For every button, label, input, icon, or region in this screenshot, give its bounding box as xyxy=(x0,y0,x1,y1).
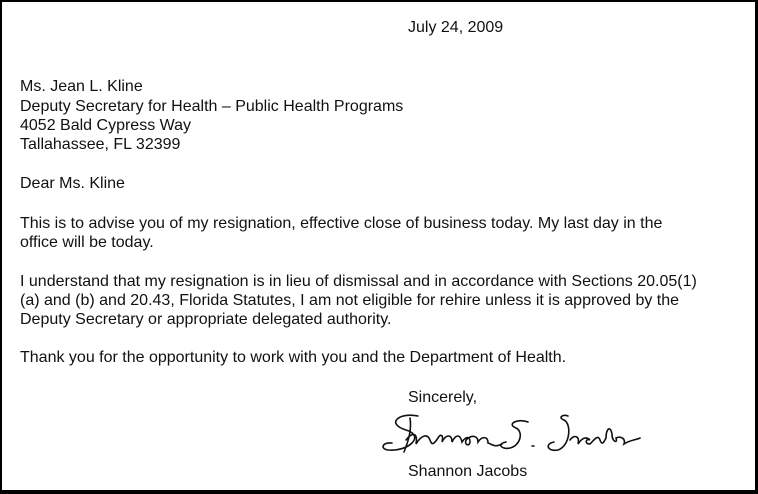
paragraph-3: Thank you for the opportunity to work with you and the Department of Health. xyxy=(20,349,567,366)
salutation: Dear Ms. Kline xyxy=(20,175,125,192)
paragraph-2-line: I understand that my resignation is in lieu of dismissal and in accordance with Sections 20.05(1) xyxy=(20,273,697,290)
paragraph-2-line: (a) and (b) and 20.43, Florida Statutes, I am not eligible for rehire unless it is approved by the xyxy=(20,292,680,309)
paragraph-2-line: Deputy Secretary or appropriate delegated authority. xyxy=(20,311,392,328)
handwritten-signature xyxy=(378,410,648,460)
closing: Sincerely, xyxy=(408,389,478,406)
recipient-street: 4052 Bald Cypress Way xyxy=(20,117,192,134)
paragraph-1-line: This is to advise you of my resignation, effective close of business today. My last day in the xyxy=(20,215,663,232)
recipient-title: Deputy Secretary for Health – Public Health Programs xyxy=(20,98,404,115)
recipient-city: Tallahassee, FL 32399 xyxy=(20,136,181,153)
paragraph-1-line: office will be today. xyxy=(20,234,154,251)
letter-date: July 24, 2009 xyxy=(408,19,504,36)
signer-name: Shannon Jacobs xyxy=(408,463,528,480)
recipient-name: Ms. Jean L. Kline xyxy=(20,78,143,95)
